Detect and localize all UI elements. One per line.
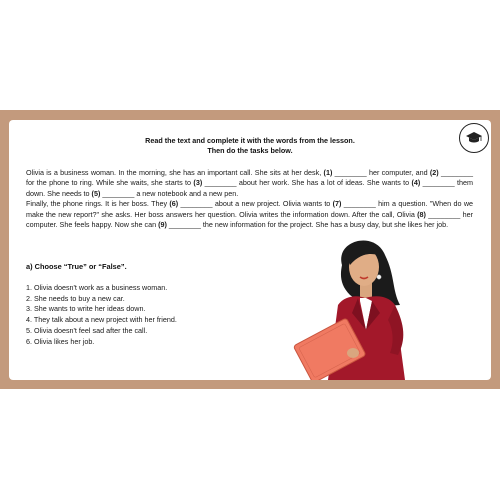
passage-paragraph-1: Olivia is a business woman. In the morning, she has an important call. She sits at her desk, (1) ________ her computer, and (2) ________ for the phone to ring. While she waits, she starts to (3) ________ about her work. She has a lot of ideas. She wants to (4) ________ them down. She needs to (5) ________ a new notebook and a new pen. [26,168,473,198]
list-item: 4. They talk about a new project with her friend. [26,315,177,325]
instructions-header [60,136,440,156]
gap-number: (7) [332,199,342,209]
logo-badge [459,123,489,153]
task-a-title: a) Choose “True” or “False”. [26,262,127,271]
list-item: 3. She wants to write her ideas down. [26,304,146,314]
list-item: 6. Olivia likes her job. [26,336,95,346]
graduation-cap-icon [466,132,482,144]
list-item: 5. Olivia doesn't feel sad after the call. [26,325,148,335]
passage-paragraph-2: Finally, the phone rings. It is her boss. They (6) ________ about a new project. Olivia wants to (7) ________ him a question. "When do we make the new report?" she asks. Her boss answers her question. Olivia writes the information down. After the call, Olivia (8) ________ her computer. She feels happy. Now she can (9) ________ the new information for the project. She has a busy day, but she likes her job. [26,199,474,230]
gap-number: (5) [91,188,101,198]
instructions-line-1: Read the text and complete it with the words from the lesson. [145,136,355,145]
list-item: 2. She needs to buy a new car. [26,293,125,303]
gap-number: (9) [158,220,167,230]
gap-number: (2) [429,168,439,177]
gap-number: (6) [169,199,179,209]
instructions-line-2: Then do the tasks below. [207,146,293,155]
reading-passage [26,168,473,230]
gap-number: (4) [411,178,421,188]
gap-number: (1) [323,168,333,177]
gap-number: (8) [417,209,426,219]
list-item: 1. Olivia doesn't work as a business woman. [26,283,168,292]
businesswoman-illustration [280,235,440,380]
gap-number: (3) [193,178,203,188]
task-a-list [26,283,177,347]
